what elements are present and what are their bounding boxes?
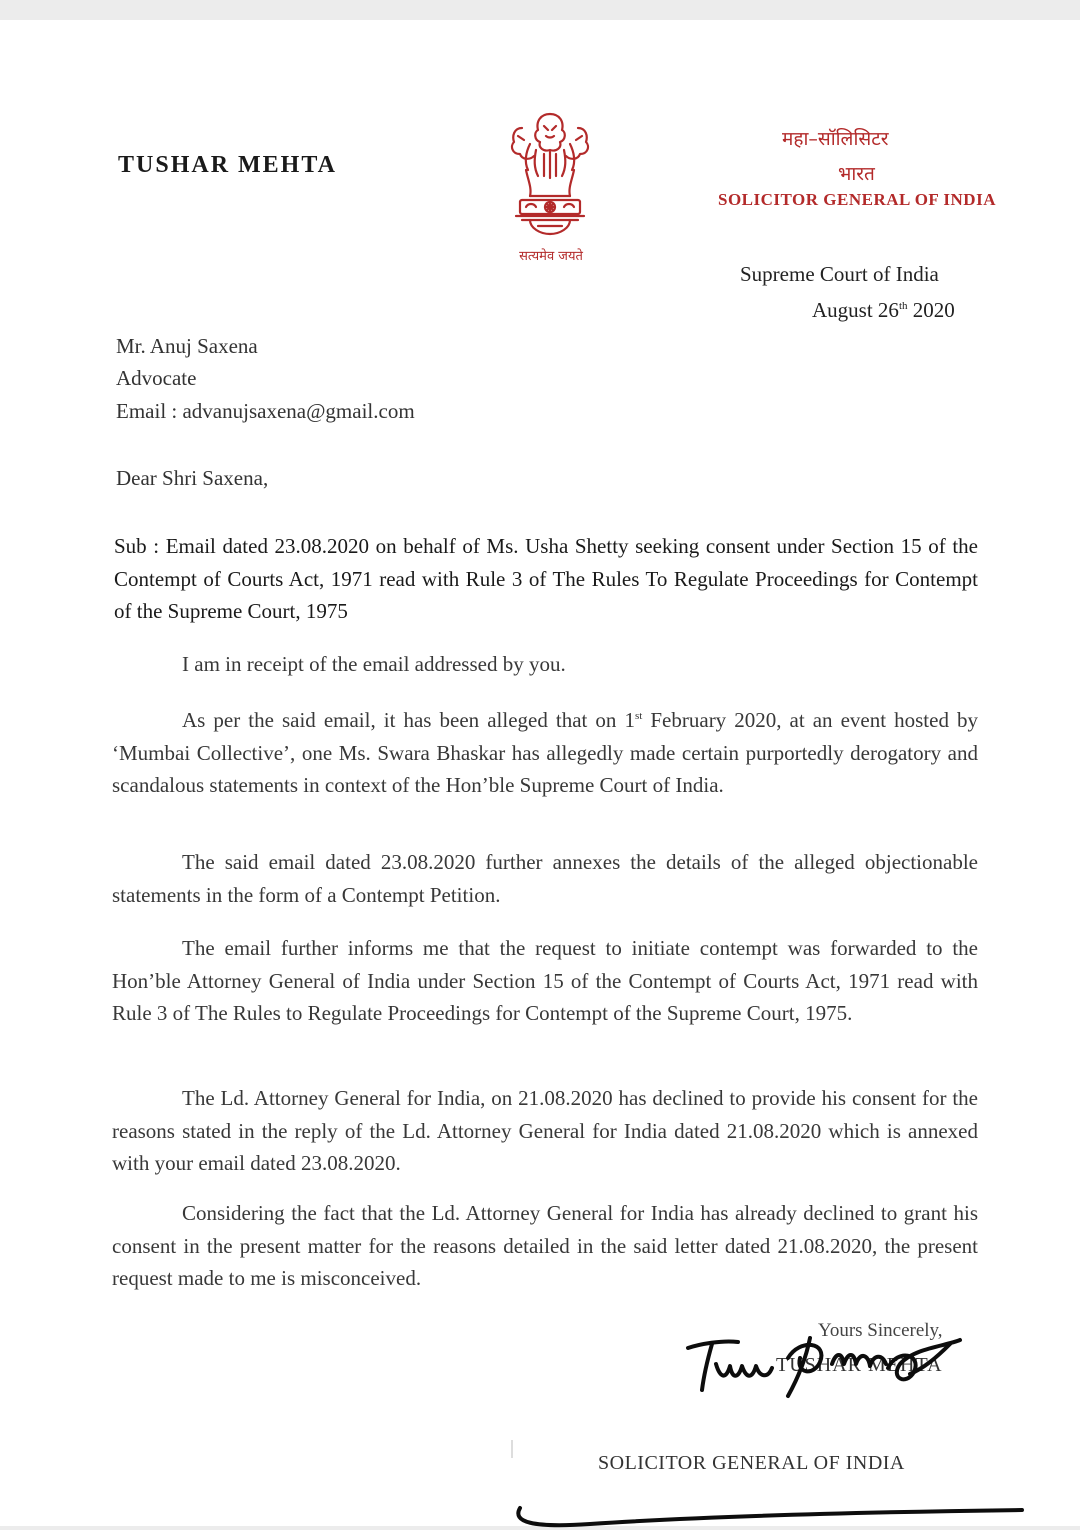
emblem-motto: सत्यमेव जयते [519,249,583,264]
body-paragraph-5: The Ld. Attorney General for India, on 21.08.2020 has declined to provide his consent for the reasons stated in the reply of the Ld. Attorney General for India dated 21.08.2020 which is annexed with your email dated 23.08.2020. [112,1086,978,1175]
recipient-name: Mr. Anuj Saxena [116,334,258,358]
body-paragraph-1: I am in receipt of the email addressed by you. [182,652,566,676]
hindi-title-line2: भारत [838,163,875,185]
date-suffix: th [898,300,908,312]
date-month: August 26 [812,298,899,322]
p2-sup: st [634,710,643,722]
letter-page [0,20,1080,1526]
signature-flourish-icon [510,1430,1030,1530]
handwritten-signature-icon [660,1318,990,1408]
salutation: Dear Shri Saxena, [116,466,269,490]
recipient-email: Email : advanujsaxena@gmail.com [116,399,415,423]
date-year: 2020 [907,298,955,322]
body-paragraph-4: The email further informs me that the request to initiate contempt was forwarded to the Hon’ble Attorney General of India under Section 15 of the Contempt of Courts Act, 1971 read with Rule 3 of The Rules to Regulate Proceedings for Contempt of the Supreme Court, 1975. [112,936,978,1025]
office-title: SOLICITOR GENERAL OF INDIA [718,190,996,209]
p2-before: As per the said email, it has been alleged that on 1 [182,708,635,732]
body-paragraph-2 [112,700,978,802]
body-paragraph-3: The said email dated 23.08.2020 further annexes the details of the alleged objectionable statements in the form of a Contempt Petition. [112,850,978,907]
place: Supreme Court of India [740,262,939,286]
signatory-title: SOLICITOR GENERAL OF INDIA [598,1452,905,1474]
letter-date [812,298,955,323]
body-paragraph-6: Considering the fact that the Ld. Attorney General for India has already declined to grant his consent in the present matter for the reasons detailed in the said letter dated 21.08.2020, the present request made to me is misconceived. [112,1201,978,1290]
valediction: Yours Sincerely, [818,1320,943,1341]
sender-name: TUSHAR MEHTA [118,152,337,178]
signatory-name: TUSHAR MEHTA [776,1354,943,1376]
hindi-title-line1: महा–सॉलिसिटर [782,128,889,150]
recipient-role: Advocate [116,366,197,390]
state-emblem-icon [500,104,600,254]
subject-line: Sub : Email dated 23.08.2020 on behalf of Ms. Usha Shetty seeking consent under Section 15 of the Contempt of Courts Act, 1971 read with Rule 3 of The Rules To Regulate Proceedings for Contempt of the Supreme Court, 1975 [114,534,978,623]
p2-after: February 2020, at an event hosted by ‘Mumbai Collective’, one Ms. Swara Bhaskar has allegedly made certain purportedly derogatory and scandalous statements in context of the Hon’ble Supreme Court of India. [112,708,978,797]
